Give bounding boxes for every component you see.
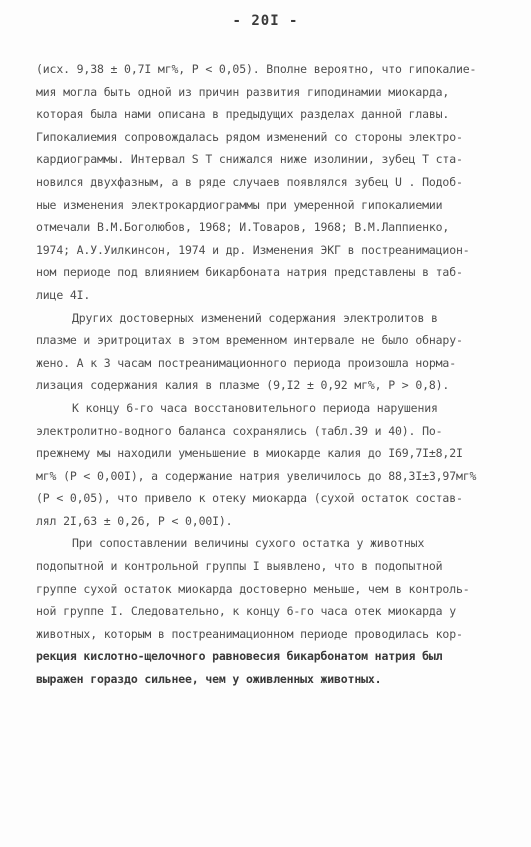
text-line: Гипокалиемия сопровождалась рядом изменений со стороны электро- — [36, 129, 463, 144]
text-line: При сопоставлении величины сухого остатка у животных — [72, 536, 425, 551]
text-line: выражен гораздо сильнее, чем у оживленных животных. — [36, 672, 382, 687]
text-line: животных, которым в постреанимационном периоде проводилась кор- — [36, 626, 463, 641]
text-line: ные изменения электрокардиограммы при умеренной гипокалиемии — [36, 197, 443, 212]
text-line: новился двухфазным, а в ряде случаев появлялся зубец U . Подоб- — [36, 174, 463, 189]
text-line: кардиограммы. Интервал S T снижался ниже изолинии, зубец T ста- — [36, 152, 463, 167]
text-line: которая была нами описана в предыдущих разделах данной главы. — [36, 107, 450, 122]
text-line: 1974; А.У.Уилкинсон, 1974 и др. Изменения ЭКГ в постреанимацион- — [36, 242, 470, 257]
text-line: (исх. 9,38 ± 0,7I мг%, P < 0,05). Вполне вероятно, что гипокалие- — [36, 62, 477, 76]
page-number: - 20I - — [232, 13, 299, 29]
text-line: Других достоверных изменений содержания электролитов в — [72, 310, 438, 325]
text-line: К концу 6-го часа восстановительного периода нарушения — [72, 400, 438, 415]
body-text — [36, 58, 504, 691]
text-line: подопытной и контрольной группы I выявлено, что в подопытной — [36, 559, 443, 574]
text-line: группе сухой остаток миокарда достоверно меньше, чем в контроль- — [36, 581, 470, 596]
text-line: отмечали В.М.Боголюбов, 1968; И.Товаров, 1968; В.М.Лаппиенко, — [36, 220, 450, 235]
text-line: лице 4I. — [36, 287, 91, 302]
text-line: электролитно-водного баланса сохранялись (табл.39 и 40). По- — [36, 423, 443, 438]
text-line: ной группе I. Следовательно, к концу 6-го часа отек миокарда у — [36, 604, 456, 619]
text-line: плазме и эритроцитах в этом временном интервале не было обнару- — [36, 333, 463, 348]
text-line: прежнему мы находили уменьшение в миокарде калия до I69,7I±8,2I — [36, 446, 463, 461]
text-line: рекция кислотно-щелочного равновесия бикарбонатом натрия был — [36, 649, 443, 664]
text-line: жено. А к 3 часам постреанимационного периода произошла норма- — [36, 355, 456, 370]
text-line: (P < 0,05), что привело к отеку миокарда (сухой остаток состав- — [36, 491, 463, 506]
text-line: лизация содержания калия в плазме (9,I2 ± 0,92 мг%, P > 0,8). — [36, 378, 450, 393]
text-line: лял 2I,63 ± 0,26, P < 0,00I). — [36, 513, 233, 528]
text-line: ном периоде под влиянием бикарбоната натрия представлены в таб- — [36, 265, 463, 280]
text-line: мг% (P < 0,00I), а содержание натрия увеличилось до 88,3I±3,97мг% — [36, 468, 477, 483]
text-line: мия могла быть одной из причин развития гиподинамии миокарда, — [36, 84, 450, 99]
